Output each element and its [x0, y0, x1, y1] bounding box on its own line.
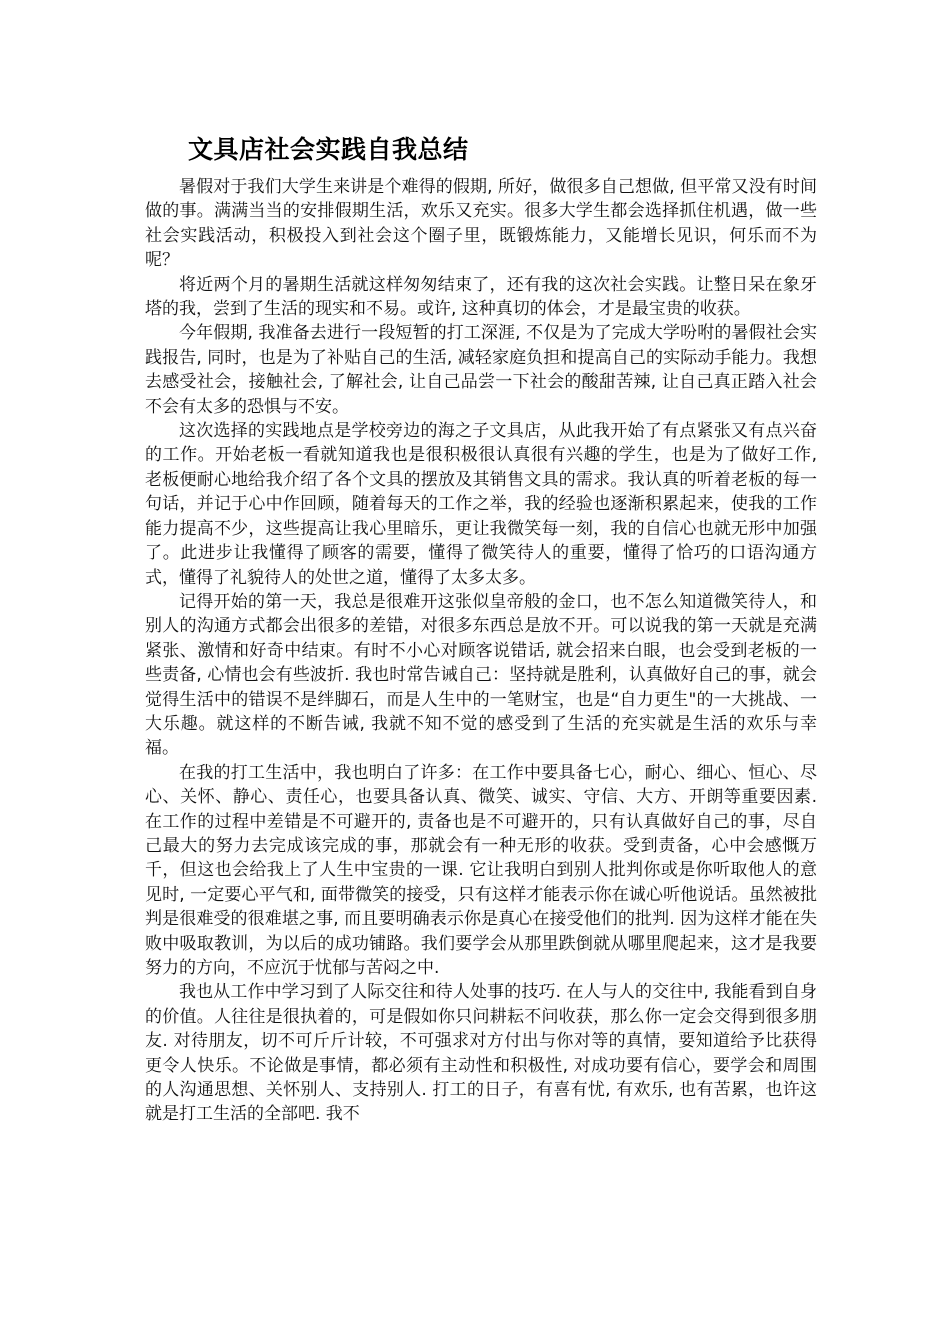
paragraph-6: 在我的打工生活中，我也明白了许多：在工作中要具备七心，耐心、细心、恒心、尽心、关怀、静心、责任心，也要具备认真、微笑、诚实、守信、大方、开朗等重要因素. 在工作的过程中差错是不可避开的, 责备也是不可避开的，只有认真做好自己的事，尽自己最大的努力去完成该完成的事，那就会有一种无形的收获。受到责备，心中会感慨万千，但这也会给我上了人生中宝贵的一课. 它让我明白到别人批判你或是你听取他人的意见时, 一定要心平气和, 面带微笑的接受，只有这样才能表示你在诚心听他说话。虽然被批判是很难受的很难堪之事, 而且要明确表示你是真心在接受他们的批判. 因为这样才能在失败中吸取教训，为以后的成功铺路。我们要学会从那里跌倒就从哪里爬起来，这才是我要努力的方向，不应沉于忧郁与苦闷之中.	[145, 762, 817, 978]
paragraph-7: 我也从工作中学习到了人际交往和待人处事的技巧. 在人与人的交往中, 我能看到自身的价值。人往往是很执着的，可是假如你只问耕耘不问收获，那么你一定会交得到很多朋友. 对待朋友，切不可斤斤计较，不可强求对方付出与你对等的真情，要知道给予比获得更令人快乐。不论做是事情，都必须有主动性和积极性, 对成功要有信心，要学会和周围的人沟通思想、关怀别人、支持别人. 打工的日子，有喜有忧, 有欢乐, 也有苦累，也许这就是打工生活的全部吧. 我不	[145, 982, 817, 1125]
document-title: 文具店社会实践自我总结	[188, 135, 469, 164]
document-body	[145, 175, 817, 1127]
paragraph-5: 记得开始的第一天，我总是很难开这张似皇帝般的金口，也不怎么知道微笑待人，和别人的沟通方式都会出很多的差错，对很多东西总是放不开。可以说我的第一天就是充满紧张、激情和好奇中结束。有时不小心对顾客说错话, 就会招来白眼，也会受到老板的一些责备, 心情也会有些波折. 我也时常告诫自己：坚持就是胜利，认真做好自己的事，就会觉得生活中的错误不是绊脚石，而是人生中的一笔财宝，也是“自力更生"的一大挑战、一大乐趣。就这样的不断告诫, 我就不知不觉的感受到了生活的充实就是生活的欢乐与幸福。	[145, 591, 817, 759]
paragraph-1: 暑假对于我们大学生来讲是个难得的假期, 所好，做很多自己想做, 但平常又没有时间做的事。满满当当的安排假期生活，欢乐又充实。很多大学生都会选择抓住机遇，做一些社会实践活动，积极投入到社会这个圈子里，既锻炼能力，又能增长见识，何乐而不为呢？	[145, 177, 817, 271]
paragraph-3: 今年假期, 我准备去进行一段短暂的打工深涯, 不仅是为了完成大学吩咐的暑假社会实践报告, 同时，也是为了补贴自己的生活, 减轻家庭负担和提高自己的实际动手能力。我想去感受社会，接触社会, 了解社会, 让自己品尝一下社会的酸甜苦辣, 让自己真正踏入社会不会有太多的恐惧与不安。	[145, 323, 817, 417]
paragraph-4: 这次选择的实践地点是学校旁边的海之子文具店，从此我开始了有点紧张又有点兴奋的工作。开始老板一看就知道我也是很积极很认真很有兴趣的学生，也是为了做好工作, 老板便耐心地给我介绍了各个文具的摆放及其销售文具的需求。我认真的听着老板的每一句话，并记于心中作回顾，随着每天的工作之举，我的经验也逐渐积累起来，使我的工作能力提高不少，这些提高让我心里暗乐，更让我微笑每一刻，我的自信心也就无形中加强了。此进步让我懂得了顾客的需要，懂得了微笑待人的重要，懂得了恰巧的口语沟通方式，懂得了礼貌待人的处世之道，懂得了太多太多。	[145, 421, 817, 588]
paragraph-2: 将近两个月的暑期生活就这样匆匆结束了，还有我的这次社会实践。让整日呆在象牙塔的我，尝到了生活的现实和不易。或许, 这种真切的体会，才是最宝贵的收获。	[145, 274, 817, 320]
